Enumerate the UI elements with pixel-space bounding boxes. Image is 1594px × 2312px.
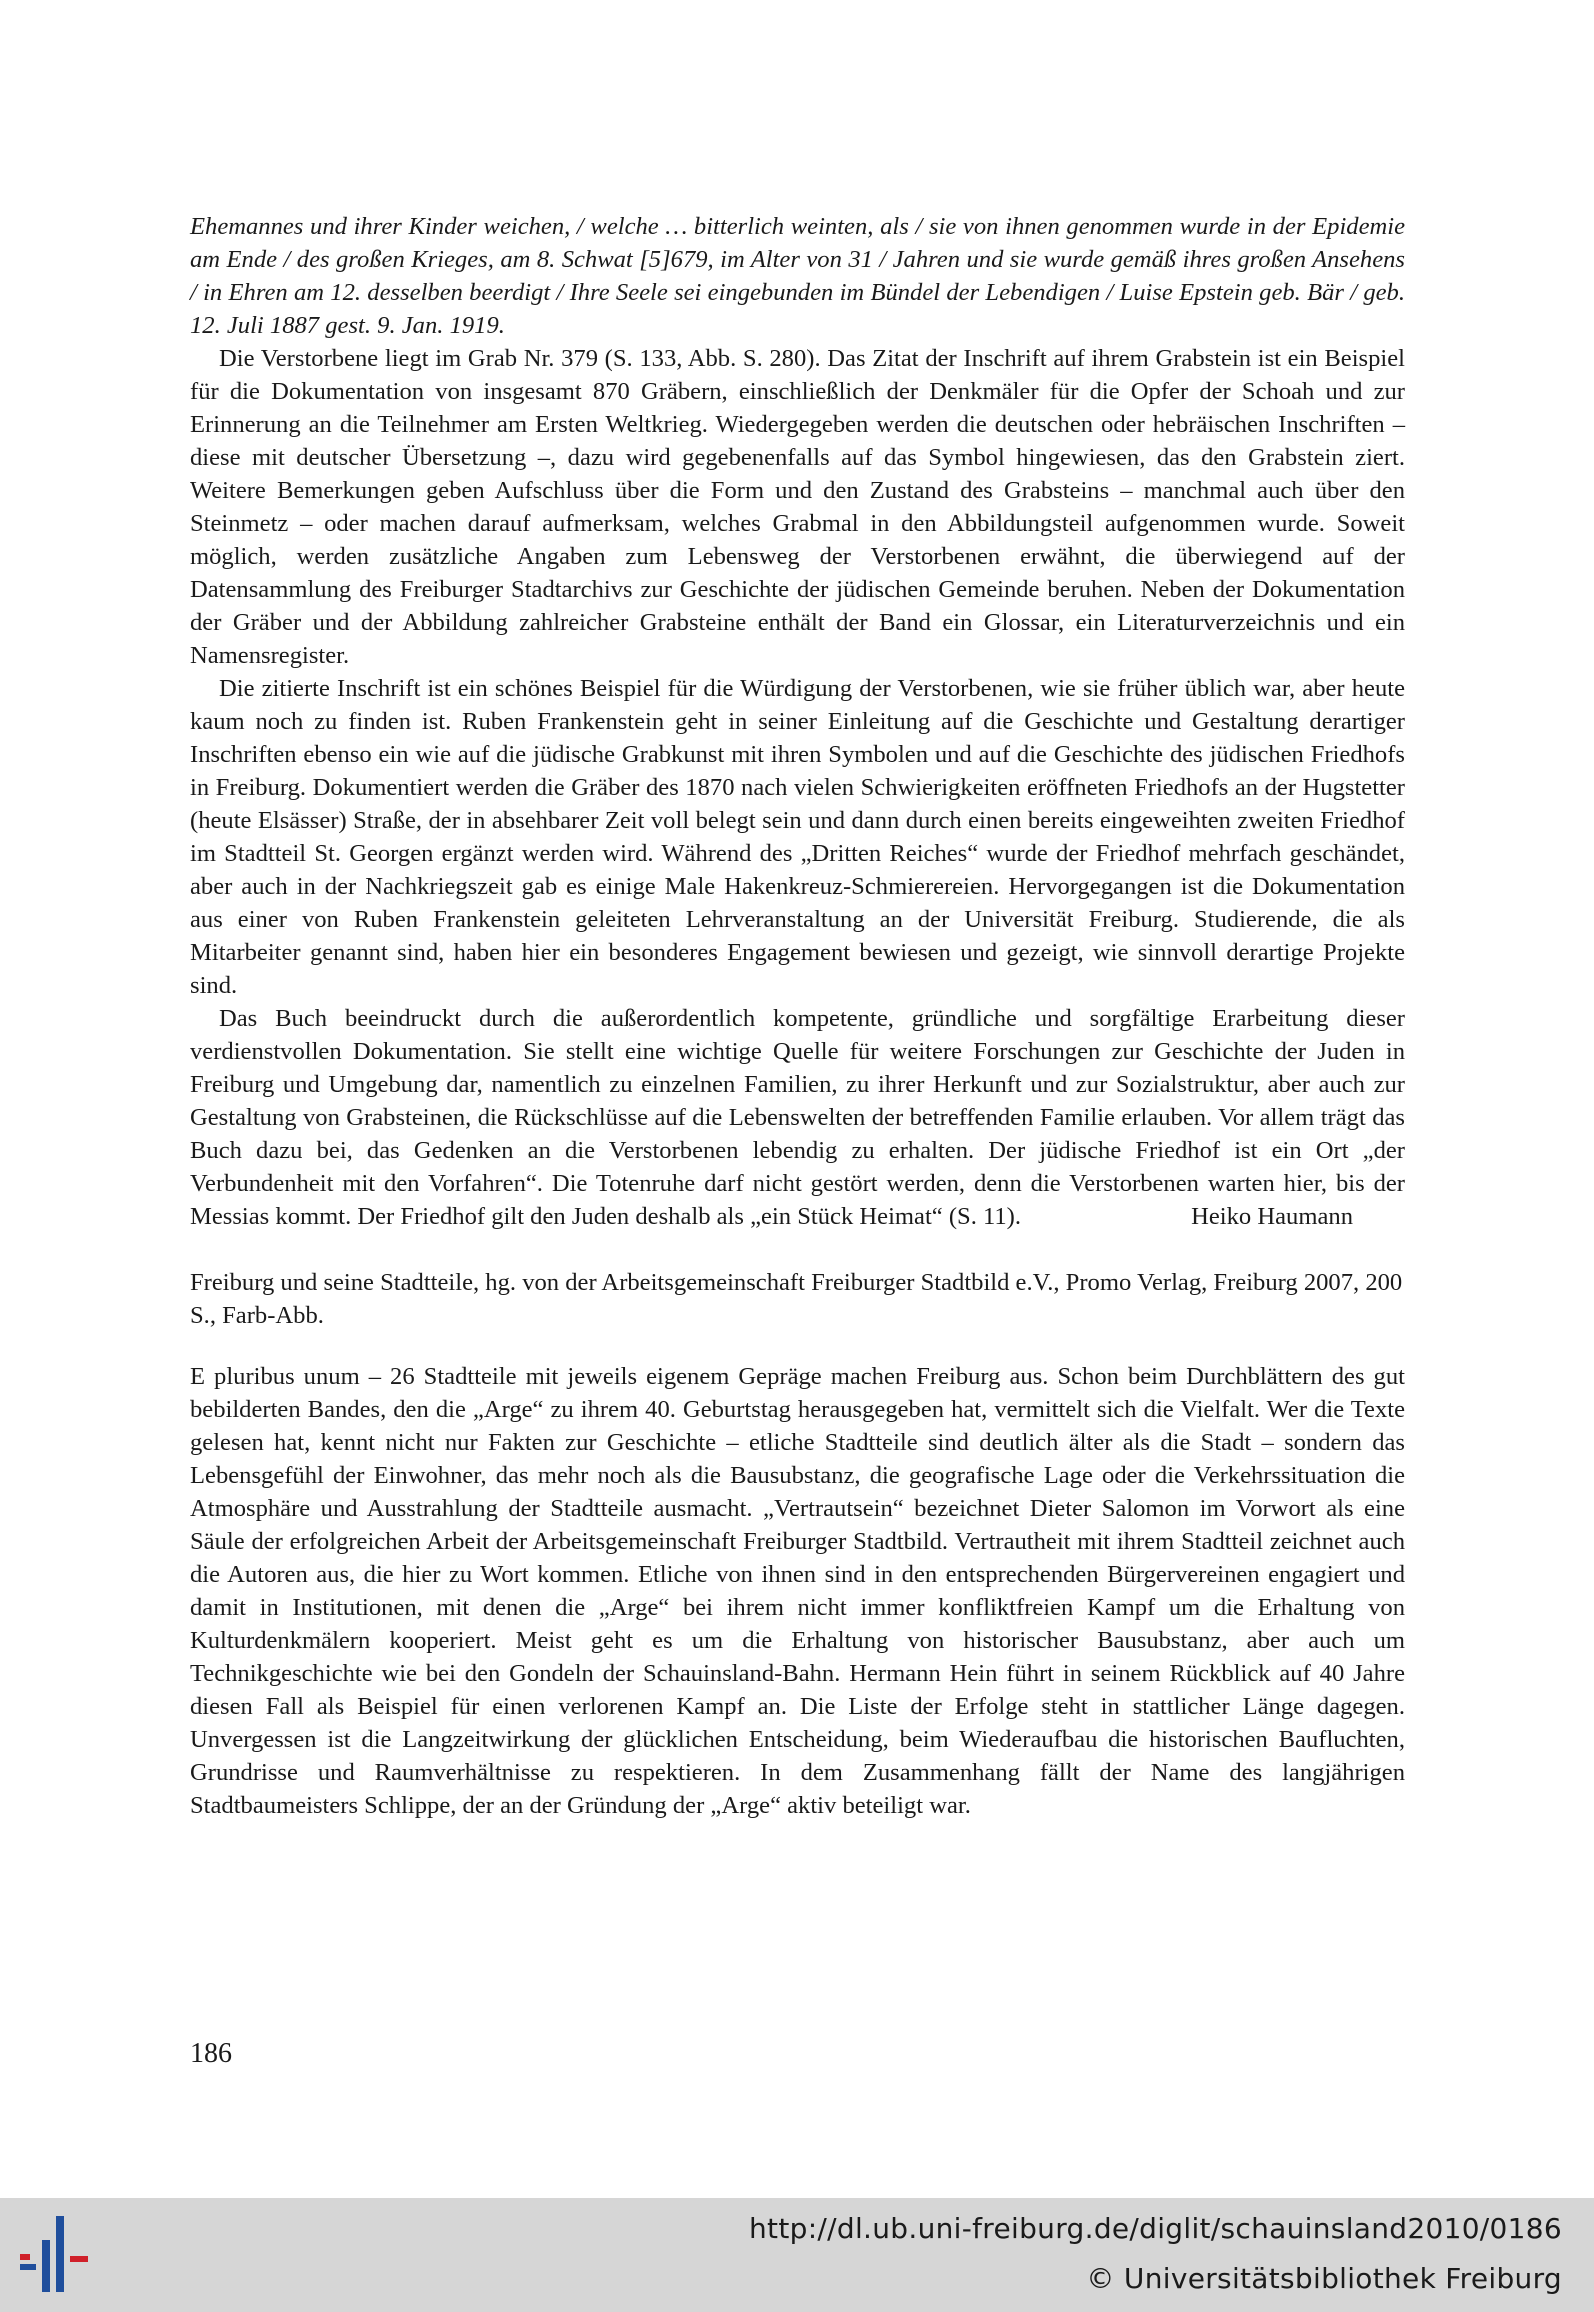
document-url-link[interactable]: http://dl.ub.uni-freiburg.de/diglit/schauinsland2010/0186: [749, 2212, 1562, 2245]
paragraph: E pluribus unum – 26 Stadtteile mit jeweils eigenem Gepräge machen Freiburg aus. Schon beim Durchblättern des gut bebilderten Bandes, den die „Arge“ zu ihrem 40. Geburtstag herausgegeben hat, vermittelt sich die Vielfalt. Wer die Texte gelesen hat, kennt nicht nur Fakten zur Geschichte – etliche Stadtteile sind deutlich älter als die Stadt – sondern das Lebensgefühl der Einwohner, das mehr noch als die Bausubstanz, die geografische Lage oder die Verkehrssituation die Atmosphäre und Ausstrahlung der Stadtteile ausmacht. „Vertrautsein“ bezeichnet Dieter Salomon im Vorwort als eine Säule der erfolgreichen Arbeit der Arbeitsgemeinschaft Freiburger Stadtbild. Vertrautheit mit ihrem Stadtteil zeichnet auch die Autoren aus, die hier zu Wort kommen. Etliche von ihnen sind in den entsprechenden Bürgervereinen engagiert und damit in Institutionen, mit denen die „Arge“ bei ihrem nicht immer konfliktfreien Kampf um die Erhaltung von Kulturdenkmälern kooperiert. Meist geht es um die Erhaltung von historischer Bausubstanz, aber auch um Technikgeschichte wie bei den Gondeln der Schauinsland-Bahn. Hermann Hein führt in seinem Rückblick auf 40 Jahre diesen Fall als Beispiel für einen verlorenen Kampf an. Die Liste der Erfolge steht in stattlicher Länge dagegen. Unvergessen ist die Langzeitwirkung der glücklichen Entscheidung, beim Wiederaufbau die historischen Baufluchten, Grundrisse und Raumverhältnisse zu respektieren. In dem Zusammenhang fällt der Name des langjährigen Stadtbaumeisters Schlippe, der an der Gründung der „Arge“ aktiv beteiligt war.: [190, 1363, 1405, 1819]
page-body: [190, 210, 1405, 1822]
paragraph-text: Das Buch beeindruckt durch die außerordentlich kompetente, gründliche und sorgfältige Erarbeitung dieser verdienstvollen Dokumentation. Sie stellt eine wichtige Quelle für weitere Forschungen zur Geschichte der Juden in Freiburg und Umgebung dar, namentlich zu einzelnen Familien, zu ihrer Herkunft und zur Sozialstruktur, aber auch zur Gestaltung von Grabsteinen, die Rückschlüsse auf die Lebenswelten der betreffenden Familie erlauben. Vor allem trägt das Buch dazu bei, das Gedenken an die Verstorbenen lebendig zu erhalten. Der jüdische Friedhof ist ein Ort „der Verbundenheit mit den Vorfahren“. Die Totenruhe darf nicht gestört werden, denn die Verstorbenen warten hier, bis der Messias kommt. Der Friedhof gilt den Juden deshalb als „ein Stück Heimat“ (S. 11).: [190, 1005, 1405, 1230]
paragraph: Die Verstorbene liegt im Grab Nr. 379 (S. 133, Abb. S. 280). Das Zitat der Inschrift auf ihrem Grabstein ist ein Beispiel für die Dokumentation von insgesamt 870 Gräbern, einschließlich der Denkmäler für die Opfer der Schoah und zur Erinnerung an die Teilnehmer am Ersten Weltkrieg. Wiedergegeben werden die deutschen oder hebräischen Inschriften – diese mit deutscher Übersetzung –, dazu wird gegebenenfalls auf das Symbol hingewiesen, das den Grabstein ziert. Weitere Bemerkungen geben Aufschluss über die Form und den Zustand des Grabsteins – manchmal auch über den Steinmetz – oder machen darauf aufmerksam, welches Grabmal in den Abbildungsteil aufgenommen wurde. Soweit möglich, werden zusätzliche Angaben zum Lebensweg der Verstorbenen erwähnt, die überwiegend auf der Datensammlung des Freiburger Stadtarchivs zur Geschichte der jüdischen Gemeinde beruhen. Neben der Dokumentation der Gräber und der Abbildung zahlreicher Grabsteine enthält der Band ein Glossar, ein Literaturverzeichnis und ein Namensregister.: [190, 345, 1405, 669]
final-paragraph-block: [190, 1002, 1405, 1233]
copyright-notice: © Universitätsbibliothek Freiburg: [1086, 2262, 1562, 2295]
paragraph: [190, 1002, 1405, 1233]
page-number: 186: [190, 2038, 232, 2069]
reviewer-signature: Heiko Haumann: [1191, 1203, 1353, 1230]
paragraph: Die zitierte Inschrift ist ein schönes Beispiel für die Würdigung der Verstorbenen, wie sie früher üblich war, aber heute kaum noch zu finden ist. Ruben Frankenstein geht in seiner Einleitung auf die Geschichte und Gestaltung derartiger Inschriften ebenso ein wie auf die jüdische Grabkunst mit ihren Symbolen und auf die Geschichte des jüdischen Friedhofs in Freiburg. Dokumentiert werden die Gräber des 1870 nach vielen Schwierigkeiten eröffneten Friedhofs an der Hugstetter (heute Elsässer) Straße, der in absehbarer Zeit voll belegt sein und dann durch einen bereits eingeweihten zweiten Friedhof im Stadtteil St. Georgen ergänzt werden wird. Während des „Dritten Reiches“ wurde der Friedhof mehrfach geschändet, aber auch in der Nachkriegszeit gab es einige Male Hakenkreuz-Schmierereien. Hervorgegangen ist die Dokumentation aus einer von Ruben Frankenstein geleiteten Lehrveranstaltung an der Universität Freiburg. Studierende, die als Mitarbeiter genannt sind, haben hier ein besonderes Engagement bewiesen und gezeigt, wie sinnvoll derartige Projekte sind.: [190, 675, 1405, 999]
review-heading: Freiburg und seine Stadtteile, hg. von der Arbeitsgemeinschaft Freiburger Stadtbild e.V., Promo Verlag, Freiburg 2007, 200 S., Farb-Abb.: [190, 1269, 1403, 1329]
library-footer: [0, 2198, 1594, 2312]
inscription-quote: Ehemannes und ihrer Kinder weichen, / welche … bitterlich weinten, als / sie von ihnen genommen wurde in der Epidemie am Ende / des großen Krieges, am 8. Schwat [5]679, im Alter von 31 / Jahren und sie wurde gemäß ihres großen Ansehens / in Ehren am 12. desselben beerdigt / Ihre Seele sei eingebunden im Bündel der Lebendigen / Luise Epstein geb. Bär / geb. 12. Juli 1887 gest. 9. Jan. 1919.: [190, 213, 1405, 339]
ub-freiburg-logo-icon: [20, 2214, 100, 2294]
